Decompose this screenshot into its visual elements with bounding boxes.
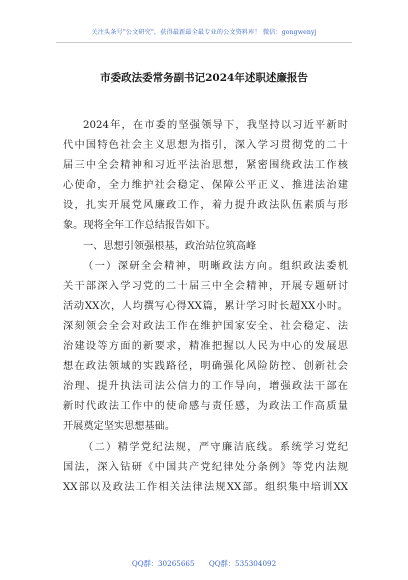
body-line: 2024年，在市委的坚强领导下，我坚持以习近平新时 <box>83 120 348 131</box>
body-line: 心使命，全力维护社会稳定、保障公平正义、推进法治建 <box>63 180 348 192</box>
body-line: 一、思想引领强根基，政治站位筑高峰 <box>83 240 257 252</box>
body-line: 开展奠定坚实思想基础。 <box>63 421 176 433</box>
document-title: 市委政法委常务副书记2024年述职述廉报告 <box>100 72 308 84</box>
body-line: （一）深研全会精神，明晰政法方向。组织政法委机 <box>83 260 348 272</box>
body-line: 深刻领会全会对政法工作在维护国家安全、社会稳定、法 <box>63 320 348 332</box>
header-note: 关注头条号"公文研究"，获得最新最全最专业的公文资料库！ 微信：gongwenyj <box>91 29 317 36</box>
body-line: 代中国特色社会主义思想为指引，深入学习贯彻党的二十 <box>63 140 348 152</box>
body-line: 想在政法领域的实践路径，明确强化风险防控、创新社会 <box>63 361 348 373</box>
body-line: 届三中全会精神和习近平法治思想，紧密围绕政法工作核 <box>63 160 348 172</box>
header-divider <box>56 42 352 43</box>
document-body <box>63 116 348 498</box>
body-line: 活动XX次，人均撰写心得XX篇，累计学习时长超XX小时。 <box>63 300 348 312</box>
qq-group-2: QQ群：535304092 <box>208 559 277 568</box>
body-line: 关干部深入学习党的二十届三中全会精神，开展专题研讨 <box>63 280 348 292</box>
body-line: XX部以及政法工作相关法律法规XX部。组织集中培训XX <box>63 481 348 493</box>
body-line: （二）精学党纪法规，严守廉洁底线。系统学习党纪 <box>83 441 348 453</box>
body-line: 设，扎实开展党风廉政工作，着力提升政法队伍素质与形 <box>63 200 348 212</box>
body-line: 治理、提升执法司法公信力的工作导向，增强政法干部在 <box>63 381 348 393</box>
body-line: 治建设等方面的新要求，精准把握以人民为中心的发展思 <box>63 341 348 353</box>
body-line: 象。现将全年工作总结报告如下。 <box>63 220 216 232</box>
footer-contacts <box>0 559 408 569</box>
body-line: 新时代政法工作中的使命感与责任感，为政法工作高质量 <box>63 401 348 413</box>
body-line: 国法，深入钻研《中国共产党纪律处分条例》等党内法规 <box>63 461 348 473</box>
qq-group-1: QQ群：30265665 <box>131 559 195 568</box>
